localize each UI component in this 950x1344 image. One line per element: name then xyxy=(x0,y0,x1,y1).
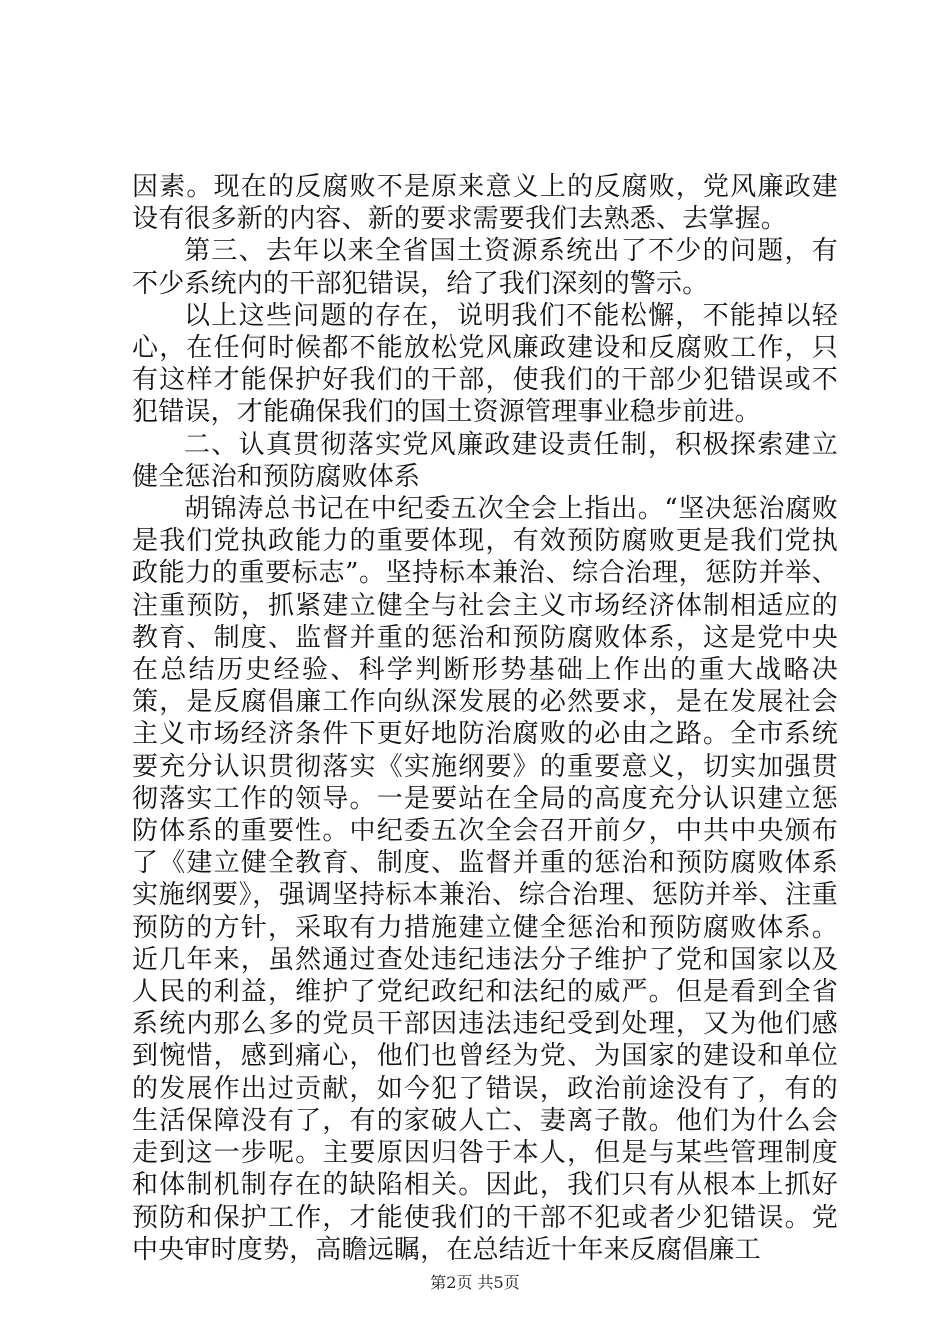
paragraph-1: 因素。现在的反腐败不是原来意义上的反腐败，党风廉政建设有很多新的内容、新的要求需要我们去熟悉、去掌握。 xyxy=(132,172,838,235)
page-footer: 第2页 共5页 xyxy=(430,1273,520,1292)
section-heading-2: 二、认真贯彻落实党风廉政建设责任制，积极探索建立健全惩治和预防腐败体系 xyxy=(132,429,838,492)
paragraph-3: 以上这些问题的存在，说明我们不能松懈，不能掉以轻心，在任何时候都不能放松党风廉政建设和反腐败工作，只有这样才能保护好我们的干部，使我们的干部少犯错误或不犯错误，才能确保我们的国土资源管理事业稳步前进。 xyxy=(132,300,838,428)
paragraph-5: 胡锦涛总书记在中纪委五次全会上指出。“坚决惩治腐败是我们党执政能力的重要体现，有效预防腐败更是我们党执政能力的重要标志”。坚持标本兼治、综合治理，惩防并举、注重预防，抓紧建立健全与社会主义市场经济体制相适应的教育、制度、监督并重的惩治和预防腐败体系，这是党中央在总结历史经验、科学判断形势基础上作出的重大战略决策，是反腐倡廉工作向纵深发展的必然要求，是在发展社会主义市场经济条件下更好地防治腐败的必由之路。全市系统要充分认识贯彻落实《实施纲要》的重要意义，切实加强贯彻落实工作的领导。一是要站在全局的高度充分认识建立惩防体系的重要性。中纪委五次全会召开前夕，中共中央颁布了《建立健全教育、制度、监督并重的惩治和预防腐败体系实施纲要》，强调坚持标本兼治、综合治理、惩防并举、注重预防的方针，采取有力措施建立健全惩治和预防腐败体系。近几年来，虽然通过查处违纪违法分子维护了党和国家以及人民的利益，维护了党纪政纪和法纪的威严。但是看到全省系统内那么多的党员干部因违法违纪受到处理，又为他们感到惋惜，感到痛心，他们也曾经为党、为国家的建设和单位的发展作出过贡献，如今犯了错误，政治前途没有了，有的生活保障没有了，有的家破人亡、妻离子散。他们为什么会走到这一步呢。主要原因归咎于本人，但是与某些管理制度和体制机制存在的缺陷相关。因此，我们只有从根本上抓好预防和保护工作，才能使我们的干部不犯或者少犯错误。党中央审时度势，高瞻远瞩，在总结近十年来反腐倡廉工 xyxy=(132,494,838,1265)
document-body xyxy=(132,171,838,1266)
paragraph-2: 第三、去年以来全省国土资源系统出了不少的问题，有不少系统内的干部犯错误，给了我们深刻的警示。 xyxy=(132,236,838,299)
